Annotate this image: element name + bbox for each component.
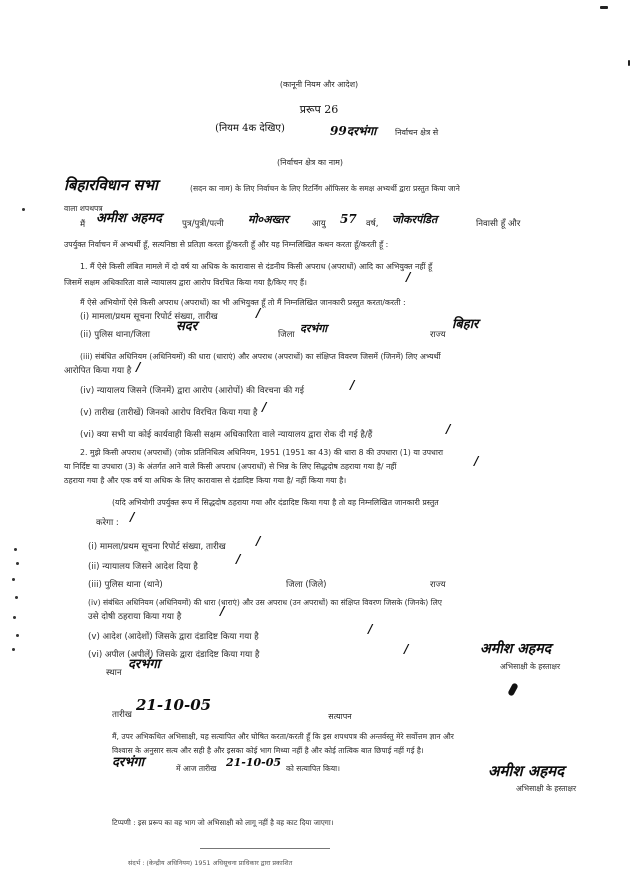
state-handwritten: बिहार — [452, 317, 479, 332]
sentence-order-strike: / — [368, 622, 373, 636]
age-label: आयु — [312, 219, 326, 229]
sections-strike: / — [136, 360, 141, 374]
scan-speck — [15, 596, 18, 599]
ink-blot — [507, 682, 518, 696]
conviction-court-strike: / — [236, 552, 241, 566]
declaration-pre: मैं — [80, 220, 86, 230]
place-label-1: स्थान — [106, 668, 122, 678]
constituency-handwritten: 99दरभंगा — [330, 124, 377, 138]
father-name-handwritten: मो०अख्तर — [248, 213, 289, 226]
proceedings-stayed-strike: / — [446, 422, 451, 436]
form-number: प्ररूप 26 — [299, 103, 339, 116]
conviction-police-label: (iii) पुलिस थाना (थाने) — [88, 580, 163, 590]
deponent-signature-2: अमीश अहमद — [488, 762, 565, 780]
rule-reference: (नियम 4क देखिए) — [215, 123, 285, 134]
state-label: राज्य — [430, 330, 446, 340]
paragraph-1: 1. मैं ऐसे किसी लंबित मामले में दो वर्ष या अधिक के कारावास से दंडनीय किसी अपराध (अपराधों) आदि का अभियुक्त नहीं हूँ — [80, 262, 433, 271]
police-station-handwritten: सदर — [176, 319, 198, 334]
years-label: वर्ष, — [366, 219, 379, 229]
footer-note: टिप्पणी : इस प्ररूप का वह भाग जो अभिसाक्षी को लागू नहीं है वह काट दिया जाएगा। — [112, 818, 334, 827]
conviction-sections-strike: / — [220, 604, 225, 618]
deponent-signature-1: अमीश अहमद — [480, 641, 552, 657]
scan-speck — [16, 634, 19, 637]
paragraph-2b: या निर्दिष्ट या उपधारा (3) के अंतर्गत आने वाले किसी अपराध (अपराधों) से भिन्न के लिए सिद्धदोष ठहराया गया है/ नहीं — [64, 462, 397, 471]
footer-source: संदर्भ : (केन्द्रीय अधिनियम) 1951 अधिसूचना प्राधिकार द्वारा प्रकाशित — [128, 859, 293, 867]
declaration-line2: उपर्युक्त निर्वाचन में अभ्यर्थी हूँ, सत्यनिष्ठा से प्रतिज्ञा करता हूँ/करती हूँ और यह निम्नलिखित कथन करता हूँ/करती हूँ : — [64, 240, 389, 249]
house-tail: (सदन का नाम) के लिए निर्वाचन के लिए रिटर्निंग ऑफिसर के समक्ष अभ्यर्थी द्वारा प्रस्तुत किया जाने — [190, 184, 460, 193]
case-number-strike: / — [256, 306, 261, 320]
verification-line-3-end: को सत्यापित किया। — [286, 764, 340, 773]
verification-line-3-mid: में आज तारीख — [176, 764, 217, 773]
scan-speck — [13, 616, 16, 619]
scan-speck — [12, 648, 15, 651]
scan-speck — [600, 6, 608, 9]
appeal-strike: / — [404, 642, 409, 656]
paragraph-2: 2. मुझे किसी अपराध (अपराधों) (जोक प्रतिनिधित्व अधिनियम, 1951 (1951 का 43) की धारा 8 की उपधारा (1) या उपधारा — [80, 448, 444, 457]
conviction-sections-b: उसे दोषी ठहराया किया गया है — [88, 612, 182, 622]
paragraph-2-note-strike: / — [130, 510, 135, 524]
verification-place-handwritten: दरभंगा — [112, 755, 145, 770]
charge-date-label: (v) तारीख (तारीखें) जिनको आरोप विरचित किया गया है — [80, 408, 258, 418]
election-name-note: (निर्वाचन क्षेत्र का नाम) — [276, 158, 344, 167]
verification-line-1: मैं, उपर अभिकथित अभिसाक्षी, यह सत्यापित और घोषित करता/करती हूँ कि इस शपथपत्र की अन्तर्वस्तु मेरे सर्वोत्तम ज्ञान और — [112, 732, 454, 741]
paragraph-1-note: मैं ऐसे अभियोगों ऐसे किसी अपराध (अपराधों) का भी अभियुक्त हूँ तो मैं निम्नलिखित जानकारी प्रस्तुत करता/करती : — [80, 298, 406, 307]
address-handwritten: जोकरपंडित — [392, 213, 438, 226]
sections-label: (iii) संबंधित अधिनियम (अधिनियमों) की धारा (धाराएं) और अपराध (अपराधों) का संक्षिप्त विवरण जिसमें (जिनमें) लिए अभ्यर्थी — [80, 352, 441, 361]
paragraph-2-note-b: करेगा : — [96, 518, 119, 528]
conviction-case-label: (i) मामला/प्रथम सूचना रिपोर्ट संख्या, तारीख — [88, 542, 226, 552]
date-handwritten-1: 21-10-05 — [136, 696, 212, 714]
footer-rule — [200, 848, 330, 849]
paragraph-2-strike: / — [474, 454, 479, 468]
law-line: (कानूनी नियम और आदेश) — [279, 80, 359, 89]
deponent-name-handwritten: अमीश अहमद — [96, 211, 162, 226]
affidavit-label: वाला शपथपत्र — [64, 204, 103, 213]
court-label: (iv) न्यायालय जिसने (जिनमें) द्वारा आरोप (आरोपों) की विरचना की गई — [80, 386, 304, 396]
scan-speck — [14, 548, 17, 551]
proceedings-stayed-label: (vi) क्या सभी या कोई कार्यवाही किसी सक्षम अधिकारिता वाले न्यायालय द्वारा रोक दी गई है/हैं — [80, 430, 373, 440]
scan-speck — [22, 208, 25, 211]
district-handwritten: दरभंगा — [300, 322, 328, 335]
district-label: जिला — [278, 330, 295, 340]
verification-title: सत्यापन — [328, 712, 352, 721]
charge-date-strike: / — [262, 400, 267, 414]
case-number-label: (i) मामला/प्रथम सूचना रिपोर्ट संख्या, तारीख — [80, 312, 218, 322]
court-strike: / — [350, 378, 355, 392]
scan-speck — [16, 562, 19, 565]
deponent-signature-caption-2: अभिसाक्षी के हस्ताक्षर — [516, 784, 577, 793]
paragraph-2-note: (यदि अभियोगी उपर्युक्त रूप में सिद्धदोष ठहराया गया और दंडादिष्ट किया गया है तो वह निम्नलिखित जानकारी प्रस्तुत — [112, 498, 439, 507]
age-handwritten: 57 — [340, 212, 357, 226]
date-label-1: तारीख — [112, 710, 132, 720]
appeal-label: (vi) अपील (अपीलें) जिसके द्वारा दंडादिष्ट किया गया है — [88, 650, 260, 660]
scan-speck — [12, 578, 15, 581]
relation-label: पुत्र/पुत्री/पत्नी — [182, 219, 224, 229]
scan-speck — [628, 60, 630, 66]
conviction-court-label: (ii) न्यायालय जिसने आदेश दिया है — [88, 562, 198, 572]
resident-label: निवासी हूँ और — [476, 219, 521, 229]
strike-mark: / — [406, 270, 411, 284]
house-handwritten: बिहारविधान सभा — [64, 176, 158, 194]
sentence-order-label: (v) आदेश (आदेशों) जिसके द्वारा दंडादिष्ट किया गया है — [88, 632, 259, 642]
conviction-district-label: जिला (जिले) — [286, 580, 327, 590]
conviction-sections-label: (iv) संबंधित अधिनियम (अधिनियमों) की धारा (धाराएं) और उस अपराध (उन अपराधों) का संक्षिप्त विवरण जिसके (जिनके) लिए — [88, 598, 442, 607]
verification-date-handwritten: 21-10-05 — [226, 756, 282, 769]
conviction-case-strike: / — [256, 534, 261, 548]
deponent-signature-caption-1: अभिसाक्षी के हस्ताक्षर — [500, 662, 561, 671]
sections-label-b: आरोपित किया गया है — [64, 366, 132, 376]
police-station-label: (ii) पुलिस थाना/जिला — [80, 330, 150, 340]
place-handwritten-1: दरभंगा — [128, 657, 161, 672]
constituency-tail: निर्वाचन क्षेत्र से — [395, 128, 439, 137]
paragraph-2c: ठहराया गया है और एक वर्ष या अधिक के लिए कारावास से दंडादिष्ट किया गया है/ नहीं किया गया है। — [64, 476, 347, 485]
paragraph-1b: जिसमें सक्षम अधिकारिता वाले न्यायालय द्वारा आरोप विरचित किया गया है/किए गए हैं। — [64, 278, 307, 287]
conviction-state-label: राज्य — [430, 580, 446, 590]
verification-line-2: विश्वास के अनुसार सत्य और सही है और इसका कोई भाग मिथ्या नहीं है और कोई तात्विक बात छिपाई नहीं गई है। — [112, 746, 424, 755]
